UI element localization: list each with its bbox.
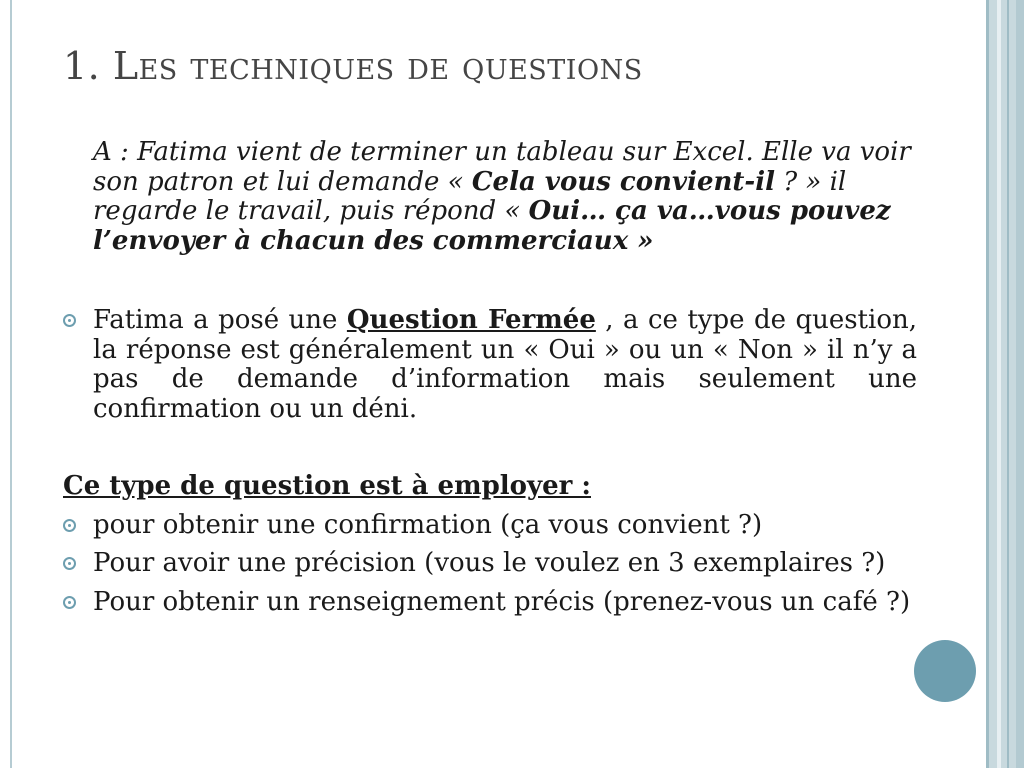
list-item-text: Pour avoir une précision (vous le voulez en 3 exemplaires ?)	[93, 548, 886, 578]
circle-bullet-icon	[63, 519, 76, 532]
intro-text-2: ? » il regarde le travail, puis répond «	[93, 166, 847, 226]
circle-bullet-icon	[63, 557, 76, 570]
left-border-line	[10, 0, 12, 768]
list-item	[63, 549, 917, 579]
intro-question: Cela vous convient-il	[471, 166, 775, 197]
list-item-text: Pour obtenir un renseignement précis (prenez-vous un café ?)	[93, 586, 911, 617]
slide-title: 1. Les techniques de questions	[63, 44, 643, 88]
list-item-text: pour obtenir une confirmation (ça vous convient ?)	[93, 509, 763, 540]
intro-paragraph	[93, 138, 917, 256]
bullet-text-after: , a ce type de question, la réponse est généralement un « Oui » ou un « Non » il n’y a pas de demande d’information mais seulement une confirmation ou un déni.	[93, 305, 917, 424]
circle-bullet-icon	[63, 596, 76, 609]
bullet-text-before: Fatima a posé une	[93, 305, 347, 335]
circle-bullet-icon	[63, 314, 76, 327]
list-item	[63, 511, 917, 541]
list-item	[63, 588, 917, 618]
intro-text-1: A : Fatima vient de terminer un tableau sur Excel. Elle va voir son patron et lui demande «	[93, 137, 911, 197]
decorative-circle	[914, 640, 976, 702]
bullet-closed-question	[63, 306, 917, 424]
closed-question-term: Question Fermée	[346, 305, 596, 335]
section-heading: Ce type de question est à employer :	[63, 471, 591, 501]
slide-content	[63, 138, 917, 617]
intro-answer: Oui… ça va…vous pouvez l’envoyer à chacun des commerciaux »	[93, 196, 891, 256]
right-decorative-band	[976, 0, 1024, 768]
